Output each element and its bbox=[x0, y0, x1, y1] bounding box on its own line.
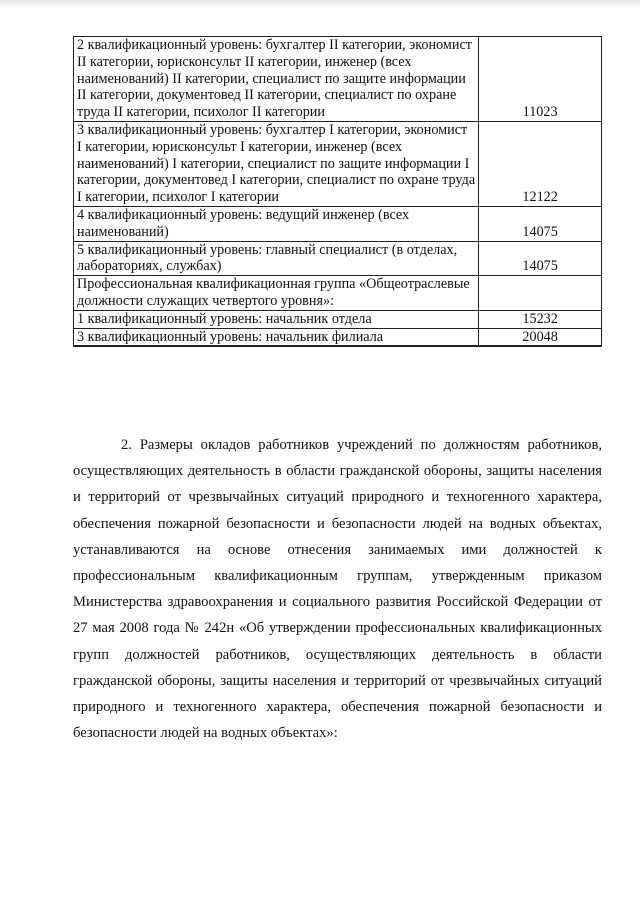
salary-cell: 14075 bbox=[479, 206, 602, 241]
position-cell: 2 квалификационный уровень: бухгалтер II категории, экономист II категории, юрисконсульт II категории, инженер (всех наименований) II категории, специалист по защите информации II категории, документовед II категории, специалист по охране труда II категории, психолог II категории bbox=[74, 37, 479, 122]
salary-cell: 15232 bbox=[479, 310, 602, 328]
table-row bbox=[74, 276, 602, 311]
table-row bbox=[74, 37, 602, 122]
position-cell: 3 квалификационный уровень: бухгалтер I категории, экономист I категории, юрисконсульт I категории, инженер (всех наименований) I категории, специалист по защите информации I категории, документовед I категории, специалист по охране труда I категории, психолог I категории bbox=[74, 121, 479, 206]
table-row bbox=[74, 310, 602, 328]
position-cell: 1 квалификационный уровень: начальник отдела bbox=[74, 310, 479, 328]
position-cell: 4 квалификационный уровень: ведущий инженер (всех наименований) bbox=[74, 206, 479, 241]
table-row bbox=[74, 328, 602, 346]
salary-cell: 14075 bbox=[479, 241, 602, 276]
salary-cell: 11023 bbox=[479, 37, 602, 122]
body-paragraph: 2. Размеры окладов работников учреждений по должностям работников, осуществляющих деятельность в области гражданской обороны, защиты населения и территорий от чрезвычайных ситуаций природного и техногенного характера, обеспечения пожарной безопасности и безопасности людей на водных объектах, устанавливаются на основе отнесения занимаемых ими должностей к профессиональным квалификационным группам, утвержденным приказом Министерства здравоохранения и социального развития Российской Федерации от 27 мая 2008 года № 242н «Об утверждении профессиональных квалификационных групп должностей работников, осуществляющих деятельность в области гражданской обороны, защиты населения и территорий от чрезвычайных ситуаций природного и техногенного характера, обеспечения пожарной безопасности и безопасности людей на водных объектах»: bbox=[73, 437, 602, 742]
table-row bbox=[74, 241, 602, 276]
salary-cell bbox=[479, 276, 602, 311]
group-heading-cell: Профессиональная квалификационная группа «Общеотраслевые должности служащих четвертого уровня»: bbox=[74, 276, 479, 311]
salary-cell: 12122 bbox=[479, 121, 602, 206]
salary-cell: 20048 bbox=[479, 328, 602, 346]
table-row bbox=[74, 206, 602, 241]
table-row bbox=[74, 121, 602, 206]
salary-table bbox=[73, 36, 602, 347]
scan-edge bbox=[0, 0, 640, 8]
position-cell: 3 квалификационный уровень: начальник филиала bbox=[74, 328, 479, 346]
position-cell: 5 квалификационный уровень: главный специалист (в отделах, лабораториях, службах) bbox=[74, 241, 479, 276]
